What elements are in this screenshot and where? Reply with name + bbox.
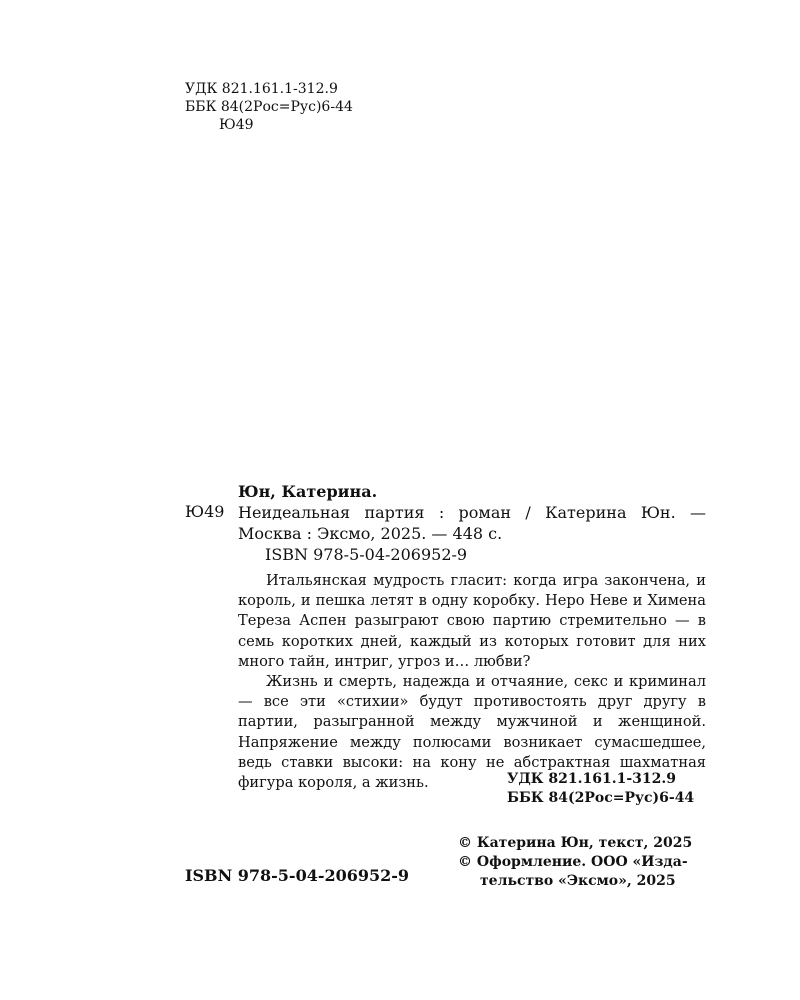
author-heading: Юн, Катерина.	[238, 482, 378, 501]
annotation-paragraph-2: Жизнь и смерть, надежда и отчаяние, секс и криминал — все эти «стихии» будут противостоять друг другу в партии, разыгранной между мужчиной и женщиной. Напряжение между полюсами возникает сумасшедшее, ведь ставки высоки: на кону не абстрактная шахматная фигура короля, а жизнь.	[238, 673, 706, 792]
annotation-paragraph-1: Итальянская мудрость гласит: когда игра закончена, и король, и пешка летят в одну коробку. Неро Неве и Химена Тереза Аспен разыграют свою партию стремительно — в семь коротких дней, каждый из которых готовит для них много тайн, интриг, угроз и… любви?	[238, 572, 706, 670]
copyright-notice	[458, 834, 692, 891]
bbk-code-footer: ББК 84(2Рос=Рус)6-44	[507, 790, 695, 806]
header-classification-codes	[185, 80, 353, 134]
udk-code: УДК 821.161.1-312.9	[185, 81, 338, 97]
annotation	[238, 571, 706, 793]
copyright-text: © Катерина Юн, текст, 2025	[458, 835, 693, 851]
isbn-footer: ISBN 978-5-04-206952-9	[185, 866, 410, 885]
udk-code-footer: УДК 821.161.1-312.9	[507, 771, 677, 787]
isbn-entry: ISBN 978-5-04-206952-9	[265, 545, 468, 564]
copyright-design-continued: тельство «Эксмо», 2025	[480, 873, 676, 889]
bibliographic-title: Неидеальная партия : роман / Катерина Юн. — Москва : Эксмо, 2025. — 448 с.	[238, 503, 706, 543]
author-mark: Ю49	[219, 117, 254, 133]
bbk-code: ББК 84(2Рос=Рус)6-44	[185, 99, 353, 115]
author-mark-entry: Ю49	[185, 502, 225, 521]
copyright-design: © Оформление. ООО «Изда-	[458, 854, 688, 870]
footer-classification-codes	[507, 770, 694, 808]
